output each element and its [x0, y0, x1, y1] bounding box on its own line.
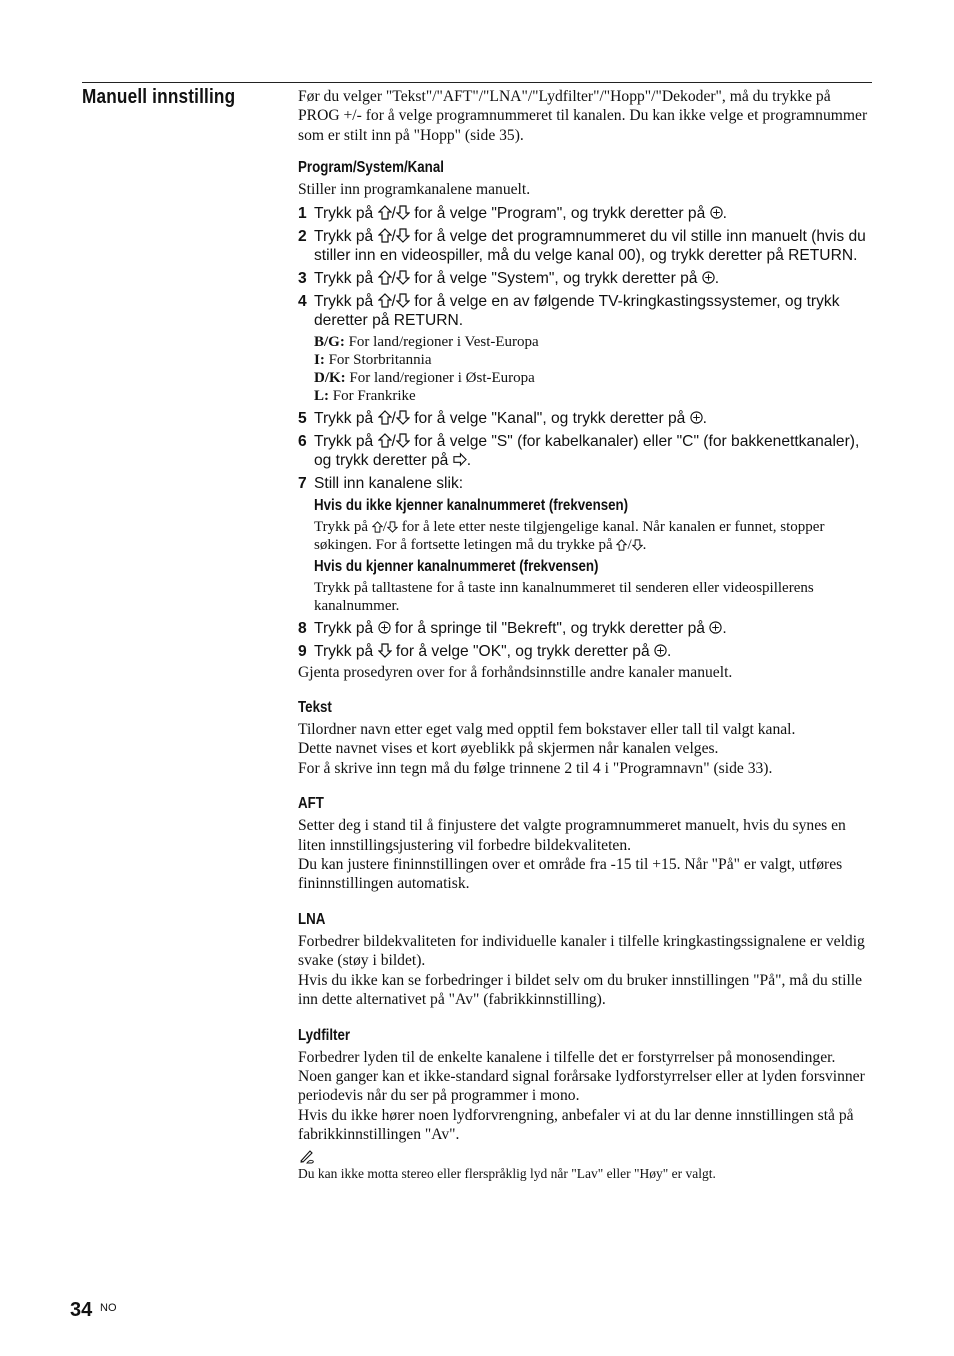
lna-line: Forbedrer bildekvaliteten for individuelle kanaler i tilfelle kringkastingssignalene er veldig svake (støy i bildet). — [298, 932, 865, 970]
intro-text: Før du velger "Tekst"/"AFT"/"LNA"/"Lydfilter"/"Hopp"/"Dekoder", må du trykke på PROG +/- for å velge programnummeret til kanalen. Du kan ikke velge et programnummer som er stilt inn på "Hopp" (side 35). — [298, 88, 868, 144]
aft-line: Setter deg i stand til å finjustere det valgte programnummeret manuelt, hvis du synes en liten innstillingsjustering vil forbedre bildekvaliteten. — [298, 817, 846, 854]
system-code: L: — [314, 387, 329, 404]
step-number: 6 — [298, 432, 307, 450]
step-text: Trykk på — [314, 292, 378, 310]
note-text: Du kan ikke motta stereo eller flerspråklig lyd når "Lav" eller "Høy" er valgt. — [298, 1165, 716, 1181]
step-number: 4 — [298, 292, 307, 310]
step-text: . — [702, 409, 708, 427]
system-code: I: — [314, 351, 325, 368]
system-item — [314, 351, 872, 369]
step-text: Trykk på — [314, 619, 378, 637]
step-text: . — [714, 269, 720, 287]
system-code: B/G: — [314, 333, 345, 350]
right-arrow-icon — [453, 452, 467, 469]
lna-heading: LNA — [298, 910, 326, 928]
known-channel-text: Trykk på talltastene for å taste inn kanalnummeret til senderen eller videospillerens kanalnummer. — [314, 579, 814, 614]
step-number: 8 — [298, 619, 307, 637]
step-text: . — [722, 204, 727, 222]
unknown-channel-block — [298, 497, 872, 554]
step-text: Trykk på — [314, 227, 378, 245]
step-text: Trykk på — [314, 432, 378, 450]
step-text: Still inn kanalene slik: — [314, 474, 464, 492]
step-number: 9 — [298, 642, 307, 660]
step-1 — [298, 204, 872, 223]
step-4 — [298, 292, 872, 330]
ok-button-icon — [710, 205, 723, 222]
step-number: 7 — [298, 474, 307, 492]
unknown-channel-text: Trykk på — [314, 518, 372, 535]
unknown-channel-text: . — [642, 536, 647, 553]
step-text: . — [722, 619, 727, 637]
up-down-arrow-icon: / — [378, 410, 410, 427]
main-content — [298, 87, 872, 1182]
lna-line: Hvis du ikke kan se forbedringer i bildet selv om du bruker innstillingen "På", må du stille inn dette alternativet på "Av" (fabrikkinnstilling). — [298, 971, 863, 1009]
step-text: Trykk på — [314, 409, 378, 427]
ok-button-icon — [702, 270, 715, 287]
tekst-line: Tilordner navn etter eget valg med opptil fem bokstaver eller tall til valgt kanal. — [298, 721, 796, 739]
step-text: for å springe til "Bekreft", og trykk deretter på — [390, 619, 710, 637]
section-lydfilter — [298, 1027, 872, 1182]
step-number: 1 — [298, 204, 307, 222]
tekst-heading: Tekst — [298, 699, 332, 717]
step-text: . — [666, 642, 672, 660]
lydfilter-line: Forbedrer lyden til de enkelte kanalene i tilfelle det er forstyrrelser på monosendinger. Noen ganger kan et ikke-standard signal forårsake lydforstyrrelser eller at lyden forsvinner periodevis når du ser på programmer i mono. — [298, 1048, 865, 1105]
system-item — [314, 369, 872, 387]
up-down-arrow-icon: / — [616, 537, 642, 553]
step-text: for å velge det programnummeret du vil stille inn manuelt (hvis du stiller inn en videospiller, må du velge kanal 00), og trykk deretter på RETURN. — [314, 227, 866, 264]
step-2 — [298, 227, 872, 265]
section-title: Manuell innstilling — [82, 86, 236, 108]
aft-line: Du kan justere fininnstillingen over et område fra -15 til +15. Når "På" er valgt, utføres fininnstillingen automatisk. — [298, 856, 843, 893]
step-text: for å velge "System", og trykk deretter på — [409, 269, 702, 287]
up-down-arrow-icon: / — [378, 205, 410, 222]
page-language: NO — [100, 1302, 117, 1314]
program-desc: Stiller inn programkanalene manuelt. — [298, 181, 531, 199]
up-down-arrow-icon: / — [378, 270, 410, 287]
system-desc: For land/regioner i Vest-Europa — [344, 333, 539, 350]
lydfilter-heading: Lydfilter — [298, 1026, 351, 1044]
step-text: for å velge "S" (for kabelkanaler) eller "C" (for bakkenettkanaler), og trykk deretter på — [314, 432, 860, 469]
step-9 — [298, 642, 872, 661]
known-channel-heading: Hvis du kjenner kanalnummeret (frekvensen) — [314, 557, 599, 575]
step-6 — [298, 432, 872, 470]
step-text: for å velge "Program", og trykk deretter på — [409, 204, 710, 222]
up-down-arrow-icon: / — [378, 228, 410, 245]
top-rule — [82, 82, 872, 83]
step-7 — [298, 474, 872, 493]
step-number: 5 — [298, 409, 307, 427]
tekst-line: For å skrive inn tegn må du følge trinnene 2 til 4 i "Programnavn" (side 33). — [298, 759, 773, 777]
ok-button-icon — [654, 643, 667, 660]
system-desc: For Frankrike — [329, 387, 416, 404]
up-down-arrow-icon: / — [378, 293, 410, 310]
unknown-channel-text: for å lete etter neste tilgjengelige kanal. Når kanalen er funnet, stopper søkingen. For å fortsette letingen må du trykke på — [314, 518, 825, 553]
step-text: for å velge "Kanal", og trykk deretter på — [409, 409, 690, 427]
step-text: for å velge "OK", og trykk deretter på — [391, 642, 654, 660]
lydfilter-line: Hvis du ikke hører noen lydforvrengning, anbefaler vi at du lar denne innstillingen stå på fabrikkinnstillingen "Av". — [298, 1106, 854, 1144]
known-channel-block — [298, 558, 872, 615]
page-number: 34 — [70, 1299, 93, 1321]
step-3 — [298, 269, 872, 288]
step-5 — [298, 409, 872, 428]
section-aft — [298, 795, 872, 894]
section-program — [298, 159, 872, 682]
aft-heading: AFT — [298, 795, 324, 813]
ok-button-icon — [709, 620, 722, 637]
system-code: D/K: — [314, 369, 346, 386]
unknown-channel-heading: Hvis du ikke kjenner kanalnummeret (frekvensen) — [314, 496, 629, 514]
up-down-arrow-icon: / — [372, 519, 398, 535]
system-desc: For Storbritannia — [324, 351, 432, 368]
step-text: for å velge en av følgende TV-kringkastingssystemer, og trykk deretter på RETURN. — [314, 292, 840, 329]
system-item — [314, 333, 872, 351]
section-lna — [298, 911, 872, 1010]
step-number: 2 — [298, 227, 307, 245]
tekst-line: Dette navnet vises et kort øyeblikk på skjermen når kanalen velges. — [298, 740, 719, 758]
down-arrow-icon — [378, 643, 392, 660]
step-text: Trykk på — [314, 269, 378, 287]
step-text: Trykk på — [314, 204, 378, 222]
up-down-arrow-icon: / — [378, 433, 410, 450]
note-pencil-icon — [298, 1147, 316, 1165]
step-number: 3 — [298, 269, 307, 287]
section-tekst — [298, 699, 872, 778]
step-text: . — [466, 451, 472, 469]
ok-button-icon — [690, 410, 703, 427]
system-desc: For land/regioner i Øst-Europa — [345, 369, 535, 386]
system-list — [298, 333, 872, 405]
step-text: Trykk på — [314, 642, 378, 660]
program-heading: Program/System/Kanal — [298, 159, 444, 177]
ok-button-icon — [378, 620, 391, 637]
step-8 — [298, 619, 872, 638]
system-item — [314, 387, 872, 405]
repeat-text: Gjenta prosedyren over for å forhåndsinnstille andre kanaler manuelt. — [298, 663, 733, 681]
